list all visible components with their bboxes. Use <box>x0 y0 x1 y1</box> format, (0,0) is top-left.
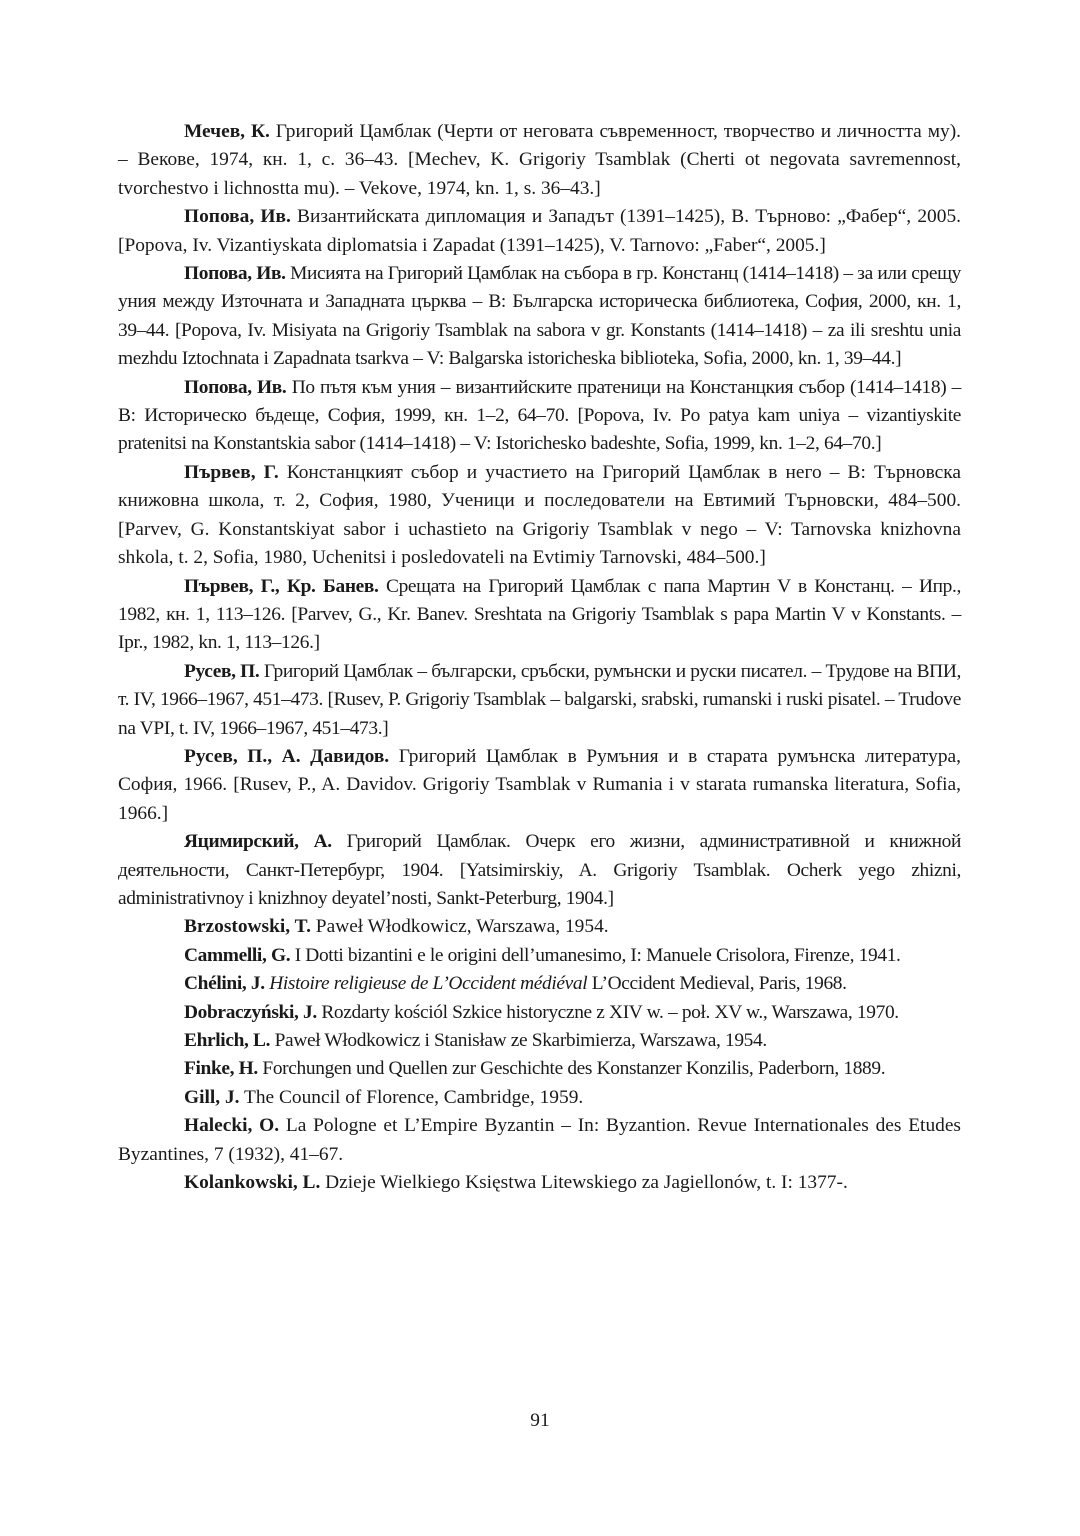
bibliography-entry <box>118 1055 961 1083</box>
bibliography-entry <box>118 1084 961 1112</box>
entry-text: Forchungen und Quellen zur Geschichte des Konstanzer Konzilis, Paderborn, 1889. <box>257 1058 886 1080</box>
bibliography-entry <box>118 658 961 743</box>
entry-text: La Pologne et L’Empire Byzantin – In: Byzantion. Revue Internationales des Etudes Byzantines, 7 (1932), 41–67. <box>118 1115 961 1165</box>
entry-text: Григорий Цамблак – български, сръбски, румънски и руски писател. – Трудове на ВПИ, т. IV, 1966–1967, 451–473. [Rusev, P. Grigoriy Tsamblak – balgarski, srabski, rumanski i ruski pisatel. – Trudove na VPI, t. IV, 1966–1967, 451–473.] <box>118 660 961 739</box>
entry-author: Kolankowski, L. <box>184 1172 321 1194</box>
bibliography-entry <box>118 913 961 941</box>
entry-text: I Dotti bizantini e le origini dell’umanesimo, I: Manuele Crisolora, Firenze, 1941. <box>290 944 901 966</box>
bibliography-entry <box>118 459 961 573</box>
entry-author: Първев, Г. <box>184 461 279 483</box>
entry-text: The Council of Florence, Cambridge, 1959. <box>239 1086 584 1108</box>
bibliography-entry <box>118 942 961 970</box>
entry-text: Византийската дипломация и Западът (1391–1425), В. Търново: „Фабер“, 2005. [Popova, Iv. Vizantiyskata diplomatsia i Zapadat (1391–1425), V. Tarnovo: „Faber“, 2005.] <box>118 206 961 256</box>
entry-author: Chélini, J. <box>184 973 265 995</box>
entry-text: Paweł Włodkowicz i Stanisław ze Skarbimierza, Warszawa, 1954. <box>270 1030 767 1051</box>
bibliography-entry <box>118 118 961 203</box>
entry-author: Finke, H. <box>184 1058 258 1080</box>
entry-author: Попова, Ив. <box>184 206 291 228</box>
entry-author: Мечев, К. <box>184 121 270 142</box>
entry-title-italic: Histoire religieuse de L’Occident médiéval <box>264 973 588 995</box>
entry-text: Срещата на Григорий Цамблак с папа Мартин V в Констанц. – Ипр., 1982, кн. 1, 113–126. [Parvev, G., Kr. Banev. Sreshtata na Grigoriy Tsamblak s papa Martin V v Konstants. – Ipr., 1982, kn. 1, 113–126.] <box>118 575 961 654</box>
entry-text: Григорий Цамблак. Очерк его жизни, административной и книжной деятельности, Санкт-Петербург, 1904. [Yatsimirskiy, A. Grigoriy Tsamblak. Ocherk yego zhizni, administrativnoy i knizhnoy deyatel’nosti, Sankt-Peterburg, 1904.] <box>118 831 961 909</box>
entry-author: Русев, П., А. Давидов. <box>184 745 390 767</box>
entry-author: Яцимирский, А. <box>184 831 332 853</box>
entry-text: L’Occident Medieval, Paris, 1968. <box>587 973 847 995</box>
entry-text: По пътя към уния – византийските пратеници на Констанцкия събор (1414–1418) – В: Историческо бъдеще, София, 1999, кн. 1–2, 64–70. [Popova, Iv. Po patya kam uniya – vizantiyskite pratenitsi na Konstantskia sabor (1414–1418) – V: Istorichesko badeshte, Sofia, 1999, kn. 1–2, 64–70.] <box>118 376 961 455</box>
bibliography-list <box>118 118 961 1197</box>
bibliography-entry <box>118 203 961 260</box>
entry-author: Dobraczyński, J. <box>184 1001 317 1023</box>
page-number: 91 <box>530 1410 550 1431</box>
bibliography-entry <box>118 970 961 998</box>
entry-author: Gill, J. <box>184 1086 240 1108</box>
entry-text: Мисията на Григорий Цамблак на събора в гр. Констанц (1414–1418) – за или срещу уния между Източната и Западната църква – В: Българска историческа библиотека, София, 2000, кн. 1, 39–44. [Popova, Iv. Misiyata na Grigoriy Tsamblak na sabora v gr. Konstants (1414–1418) – za ili sreshtu unia mezhdu Iztochnata i Zapadnata tsarkva – V: Balgarska istoricheska biblioteka, Sofia, 2000, kn. 1, 39–44.] <box>118 263 962 370</box>
entry-author: Ehrlich, L. <box>184 1030 271 1051</box>
entry-text: Григорий Цамблак в Румъния и в старата румънска литература, София, 1966. [Rusev, P., A. Davidov. Grigoriy Tsamblak v Rumania i v starata rumanska literatura, Sofia, 1966.] <box>118 745 961 824</box>
entry-text: Dzieje Wielkiego Księstwa Litewskiego za Jagiellonów, t. I: 1377-. <box>320 1172 848 1194</box>
bibliography-entry <box>118 573 961 658</box>
entry-author: Русев, П. <box>184 660 260 682</box>
entry-author: Попова, Ив. <box>184 263 286 285</box>
bibliography-entry <box>118 374 961 459</box>
entry-author: Попова, Ив. <box>184 376 287 398</box>
bibliography-entry <box>118 1169 961 1197</box>
entry-text: Rozdarty kościól Szkice historyczne z XIV w. – poł. XV w., Warszawa, 1970. <box>316 1001 899 1023</box>
entry-author: Halecki, O. <box>184 1115 280 1137</box>
entry-text: Констанцкият събор и участието на Григорий Цамблак в него – В: Търновска книжовна школа, т. 2, София, 1980, Ученици и последователи на Евтимий Търновски, 484–500. [Parvev, G. Konstantskiyat sabor i uchastieto na Grigoriy Tsamblak v nego – V: Tarnovska knizhovna shkola, t. 2, Sofia, 1980, Uchenitsi i posledovateli na Evtimiy Tarnovski, 484–500.] <box>118 461 961 569</box>
entry-text: Григорий Цамблак (Черти от неговата съвременност, творчество и личността му). – Векове, 1974, кн. 1, с. 36–43. [Mechev, K. Grigoriy Tsamblak (Cherti ot negovata savremennost, tvorchestvo i lichnostta mu). – Vekove, 1974, kn. 1, s. 36–43.] <box>118 121 961 199</box>
bibliography-entry <box>118 743 961 828</box>
entry-author: Cammelli, G. <box>184 944 291 966</box>
bibliography-entry <box>118 1027 961 1055</box>
bibliography-entry <box>118 828 961 913</box>
bibliography-entry <box>118 260 961 374</box>
bibliography-entry <box>118 1112 961 1169</box>
entry-author: Brzostowski, T. <box>184 916 311 938</box>
entry-author: Първев, Г., Кр. Банев. <box>184 575 379 597</box>
entry-text: Paweł Włodkowicz, Warszawa, 1954. <box>310 916 609 938</box>
bibliography-entry <box>118 999 961 1027</box>
